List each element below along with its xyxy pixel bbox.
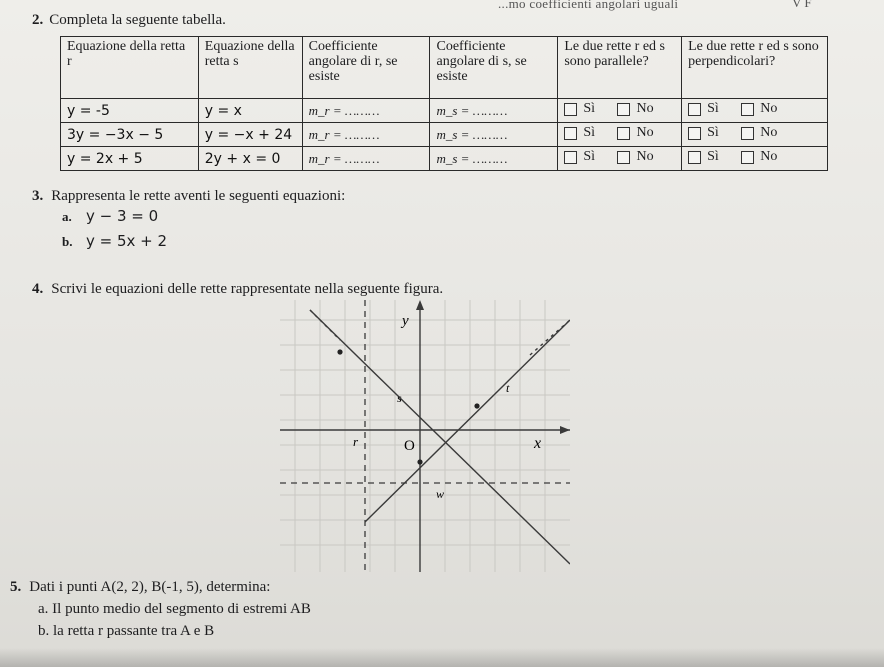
header-text: ...mo coefficienti angolari uguali — [498, 0, 679, 11]
checkbox-icon — [741, 151, 754, 164]
exercise-4-number: 4. — [32, 281, 44, 297]
label-r: r — [353, 434, 359, 449]
column-header: Coefficiente angolare di s, se esiste — [430, 37, 558, 99]
parallel-no-checkbox[interactable]: No — [617, 149, 653, 165]
exercise-2-number: 2. — [32, 12, 44, 28]
table-header-row — [61, 37, 828, 99]
equation-r-cell[interactable]: 3y = −3x − 5 — [61, 123, 199, 147]
perpendicular-cell — [682, 123, 828, 147]
perpendicular-yes-checkbox[interactable]: Sì — [688, 125, 719, 141]
point-on-s — [337, 349, 342, 354]
slope-r-field[interactable]: m_r = ……… — [302, 147, 430, 171]
parallel-yes-checkbox[interactable]: Sì — [564, 101, 595, 117]
item-label: a. — [62, 209, 72, 224]
column-header: Le due rette r ed s sono perpendicolari? — [682, 37, 828, 99]
column-header: Coefficiente angolare di r, se esiste — [302, 37, 430, 99]
lines-figure — [280, 300, 570, 572]
checkbox-icon — [564, 151, 577, 164]
line-t — [365, 320, 570, 522]
perpendicular-cell — [682, 99, 828, 123]
exercise-3-number: 3. — [32, 188, 44, 204]
exercise-4-text: Scrivi le equazioni delle rette rappresentate nella seguente figura. — [51, 281, 444, 297]
checkbox-icon — [617, 103, 630, 116]
exercise-5-text: Dati i punti A(2, 2), B(-1, 5), determina: — [29, 579, 271, 595]
parallel-cell — [558, 147, 682, 171]
exercise-5-item-a: a. Il punto medio del segmento di estremi AB — [38, 601, 311, 617]
perpendicular-no-checkbox[interactable]: No — [741, 125, 777, 141]
checkbox-icon — [564, 127, 577, 140]
y-axis-arrow — [416, 300, 424, 310]
parallel-no-checkbox[interactable]: No — [617, 101, 653, 117]
equation-s-cell[interactable]: 2y + x = 0 — [198, 147, 302, 171]
column-header: Equazione della retta s — [198, 37, 302, 99]
page-shadow — [0, 648, 884, 667]
slope-s-field[interactable]: m_s = ……… — [430, 147, 558, 171]
item-equation: y − 3 = 0 — [86, 207, 159, 225]
label-origin: O — [404, 438, 415, 454]
checkbox-icon — [564, 103, 577, 116]
perpendicular-yes-checkbox[interactable]: Sì — [688, 101, 719, 117]
checkbox-icon — [688, 103, 701, 116]
parallel-cell — [558, 99, 682, 123]
checkbox-icon — [688, 151, 701, 164]
label-y: y — [402, 313, 409, 329]
checkbox-icon — [617, 151, 630, 164]
exercise-3-title — [32, 188, 345, 205]
slope-r-field[interactable]: m_r = ……… — [302, 99, 430, 123]
column-header: Equazione della retta r — [61, 37, 199, 99]
grid — [280, 300, 570, 572]
line-s — [310, 310, 570, 564]
checkbox-icon — [741, 103, 754, 116]
table-row — [61, 123, 828, 147]
exercise-5-item-b: b. la retta r passante tra A e B — [38, 623, 215, 639]
table-row — [61, 99, 828, 123]
perpendicular-yes-checkbox[interactable]: Sì — [688, 149, 719, 165]
exercise-3-item-a — [62, 207, 158, 226]
equation-r-cell[interactable]: y = -5 — [61, 99, 199, 123]
perpendicular-cell — [682, 147, 828, 171]
point-on-y-axis — [417, 459, 422, 464]
equation-s-cell[interactable]: y = −x + 24 — [198, 123, 302, 147]
label-x: x — [534, 435, 542, 452]
header-vf: V F — [792, 0, 812, 10]
point-on-t — [474, 403, 479, 408]
exercise-3-item-b — [62, 232, 167, 251]
checkbox-icon — [688, 127, 701, 140]
exercise-5-title — [10, 579, 270, 596]
parallel-no-checkbox[interactable]: No — [617, 125, 653, 141]
exercise-2-title — [32, 12, 226, 29]
column-header: Le due rette r ed s sono parallele? — [558, 37, 682, 99]
slope-r-field[interactable]: m_r = ……… — [302, 123, 430, 147]
exercise-4-title — [32, 281, 443, 298]
label-w: w — [436, 487, 445, 501]
item-label: b. — [62, 234, 73, 249]
equation-r-cell[interactable]: y = 2x + 5 — [61, 147, 199, 171]
checkbox-icon — [741, 127, 754, 140]
x-axis-arrow — [560, 426, 570, 434]
lines-table — [60, 36, 828, 171]
equation-s-cell[interactable]: y = x — [198, 99, 302, 123]
parallel-yes-checkbox[interactable]: Sì — [564, 149, 595, 165]
exercise-3-text: Rappresenta le rette aventi le seguenti equazioni: — [51, 188, 346, 204]
table-row — [61, 147, 828, 171]
perpendicular-no-checkbox[interactable]: No — [741, 149, 777, 165]
parallel-cell — [558, 123, 682, 147]
slope-s-field[interactable]: m_s = ……… — [430, 99, 558, 123]
exercise-5-number: 5. — [10, 579, 22, 595]
parallel-yes-checkbox[interactable]: Sì — [564, 125, 595, 141]
slope-s-field[interactable]: m_s = ……… — [430, 123, 558, 147]
checkbox-icon — [617, 127, 630, 140]
exercise-2-text: Completa la seguente tabella. — [49, 12, 226, 28]
label-s: s — [397, 391, 402, 405]
label-t: t — [506, 381, 510, 395]
item-equation: y = 5x + 2 — [86, 232, 168, 250]
perpendicular-no-checkbox[interactable]: No — [741, 101, 777, 117]
